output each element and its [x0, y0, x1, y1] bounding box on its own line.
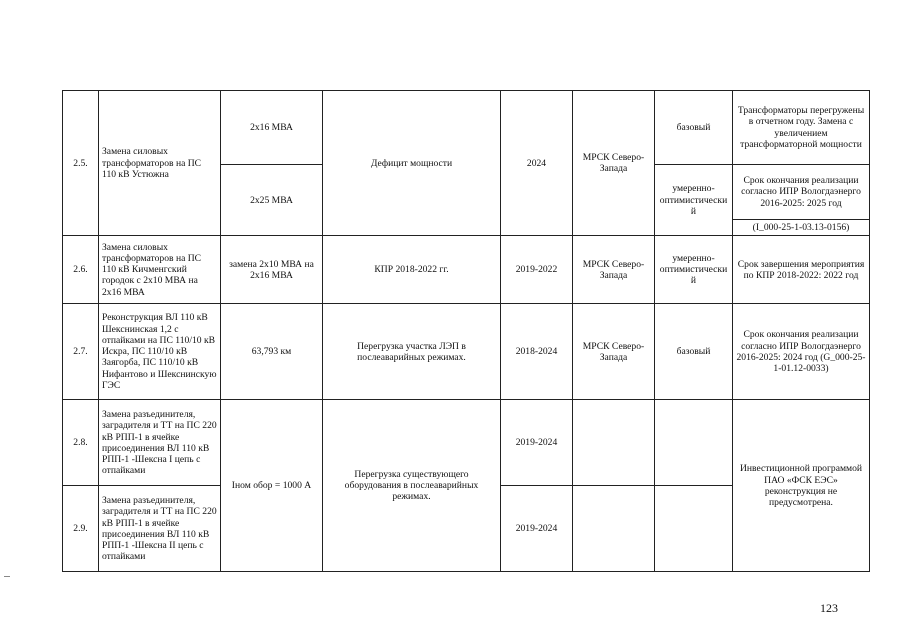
scenario-cell — [655, 486, 733, 572]
year-cell: 2019-2022 — [501, 236, 573, 304]
scenario-cell — [655, 400, 733, 486]
note-cell: Срок завершения мероприятия по КПР 2018-2022: 2022 год — [733, 236, 870, 304]
project-name: Замена силовых трансформаторов на ПС 110 кВ Кичменгский городок с 2х10 МВА на 2х16 МВА — [99, 236, 221, 304]
reason-cell: Перегрузка существующего оборудования в послеаварийных режимах. — [323, 400, 501, 572]
note-cell: Срок окончания реализации согласно ИПР Вологдаэнерго 2016-2025: 2024 год (G_000-25-1-01.12-0033) — [733, 304, 870, 400]
reason-cell: Перегрузка участка ЛЭП в послеаварийных режимах. — [323, 304, 501, 400]
parameter-cell: Iном обор = 1000 А — [221, 400, 323, 572]
organization-cell — [573, 486, 655, 572]
row-number: 2.9. — [63, 486, 99, 572]
year-cell: 2024 — [501, 91, 573, 236]
parameter-cell: замена 2х10 МВА на 2х16 МВА — [221, 236, 323, 304]
scenario-cell: умеренно-оптимистический — [655, 236, 733, 304]
scenario-cell: базовый — [655, 91, 733, 165]
project-name: Замена разъединителя, заградителя и ТТ на ПС 220 кВ РПП-1 в ячейке присоединения ВЛ 110 кВ РПП-1 -Шексна I цепь с отпайками — [99, 400, 221, 486]
parameter-cell: 2х16 МВА — [221, 91, 323, 165]
note-code-cell: (I_000-25-1-03.13-0156) — [733, 220, 870, 236]
parameter-cell: 2х25 МВА — [221, 165, 323, 236]
organization-cell: МРСК Северо-Запада — [573, 236, 655, 304]
table-row — [63, 91, 870, 165]
organization-cell: МРСК Северо-Запада — [573, 91, 655, 236]
table-row — [63, 236, 870, 304]
year-cell: 2019-2024 — [501, 486, 573, 572]
note-cell: Трансформаторы перегружены в отчетном году. Замена с увеличением трансформаторной мощности — [733, 91, 870, 165]
reason-cell: Дефицит мощности — [323, 91, 501, 236]
year-cell: 2019-2024 — [501, 400, 573, 486]
project-name: Реконструкция ВЛ 110 кВ Шекснинская 1,2 с отпайками на ПС 110/10 кВ Искра, ПС 110/10 кВ Заягорба, ПС 110/10 кВ Нифантово и Шекснинскую ГЭС — [99, 304, 221, 400]
row-number: 2.7. — [63, 304, 99, 400]
organization-cell: МРСК Северо-Запада — [573, 304, 655, 400]
reason-cell: КПР 2018-2022 гг. — [323, 236, 501, 304]
parameter-cell: 63,793 км — [221, 304, 323, 400]
year-cell: 2018-2024 — [501, 304, 573, 400]
row-number: 2.5. — [63, 91, 99, 236]
projects-table — [62, 90, 870, 572]
note-cell: Срок окончания реализации согласно ИПР Вологдаэнерго 2016-2025: 2025 год — [733, 165, 870, 220]
organization-cell — [573, 400, 655, 486]
page-number: 123 — [820, 601, 838, 615]
note-cell: Инвестиционной программой ПАО «ФСК ЕЭС» реконструкция не предусмотрена. — [733, 400, 870, 572]
project-name: Замена разъединителя, заградителя и ТТ на ПС 220 кВ РПП-1 в ячейке присоединения ВЛ 110 кВ РПП-1 -Шексна II цепь с отпайками — [99, 486, 221, 572]
margin-mark — [4, 576, 10, 577]
table-row — [63, 304, 870, 400]
row-number: 2.8. — [63, 400, 99, 486]
table-row — [63, 400, 870, 486]
scenario-cell: умеренно-оптимистический — [655, 165, 733, 236]
project-name: Замена силовых трансформаторов на ПС 110 кВ Устюжна — [99, 91, 221, 236]
scenario-cell: базовый — [655, 304, 733, 400]
row-number: 2.6. — [63, 236, 99, 304]
